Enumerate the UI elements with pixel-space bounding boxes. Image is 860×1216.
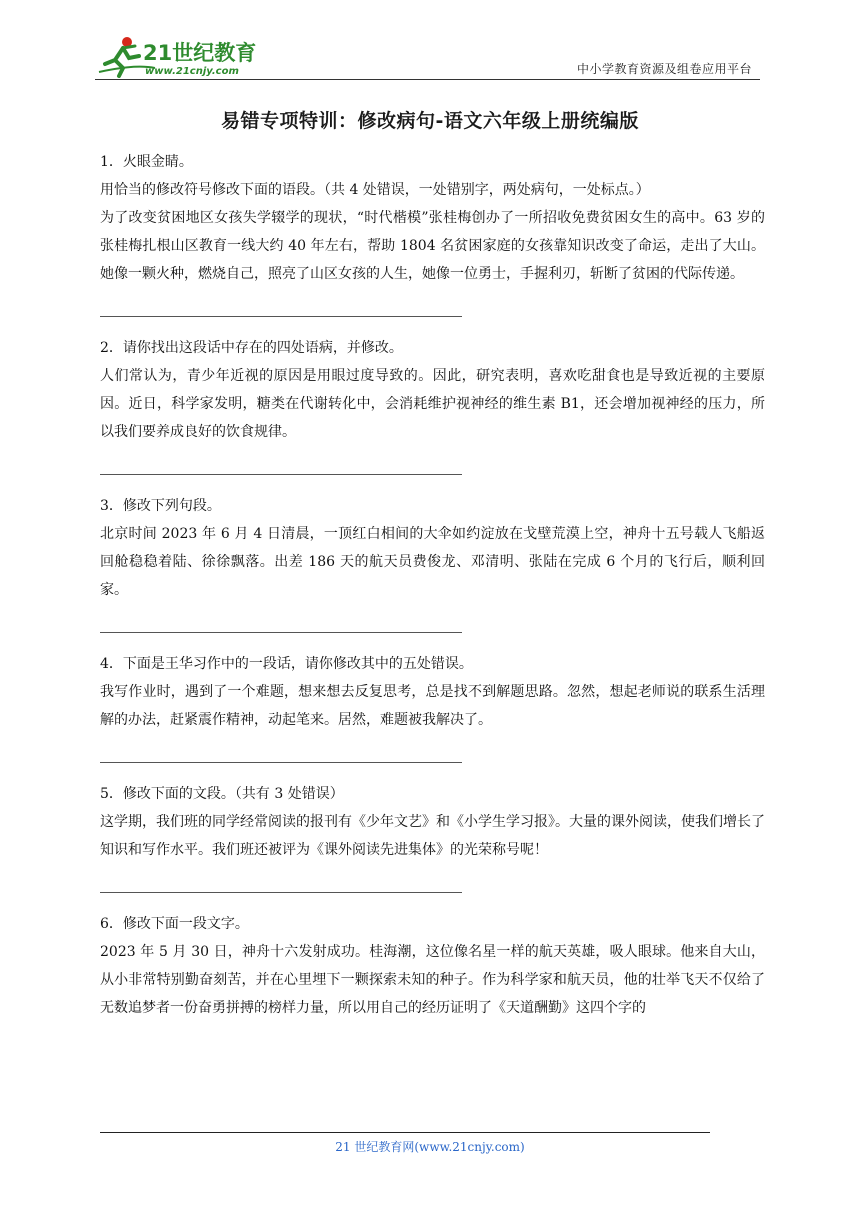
- question-block: [100, 492, 765, 633]
- answer-line[interactable]: [100, 316, 462, 317]
- footer-divider: [100, 1132, 710, 1133]
- question-block: [100, 910, 765, 1022]
- question-passage: 为了改变贫困地区女孩失学辍学的现状，“时代楷模”张桂梅创办了一所招收免费贫困女生的高中。63 岁的张桂梅扎根山区教育一线大约 40 年左右，帮助 1804 名贫困家庭的女孩靠知识改变了命运，走出了大山。她像一颗火种，燃烧自己，照亮了山区女孩的人生，她像一位勇士，手握利刃，斩断了贫困的代际传递。: [100, 210, 765, 282]
- question-passage: 北京时间 2023 年 6 月 4 日清晨，一顶红白相间的大伞如约淀放在戈壁荒漠上空，神舟十五号载人飞船返回舱稳稳着陆、徐徐飘落。出差 186 天的航天员费俊龙、邓清明、张陆在完成 6 个月的飞行后，顺利回家。: [100, 526, 765, 598]
- logo-text: 21世纪教育: [143, 41, 257, 65]
- question-passage: 我写作业时，遇到了一个难题，想来想去反复思考，总是找不到解题思路。忽然，想起老师说的联系生活理解的办法，赶紧震作精神，动起笔来。居然，难题被我解决了。: [100, 684, 765, 728]
- question-block: [100, 650, 765, 763]
- logo-url: www.21cnjy.com: [145, 66, 239, 77]
- footer-link[interactable]: 21 世纪教育网(www.21cnjy.com): [335, 1140, 525, 1154]
- question-passage: 这学期，我们班的同学经常阅读的报刊有《少年文艺》和《小学生学习报》。大量的课外阅读，使我们增长了知识和写作水平。我们班还被评为《课外阅读先进集体》的光荣称号呢！: [100, 814, 765, 858]
- site-logo[interactable]: [95, 34, 265, 78]
- question-heading: 4．下面是王华习作中的一段话，请你修改其中的五处错误。: [100, 656, 473, 672]
- question-heading: 2．请你找出这段话中存在的四处语病，并修改。: [100, 340, 403, 356]
- header-divider: [95, 79, 760, 80]
- question-passage: 人们常认为，青少年近视的原因是用眼过度导致的。因此，研究表明，喜欢吃甜食也是导致近视的主要原因。近日，科学家发明，糖类在代谢转化中，会消耗维护视神经的维生素 B1，还会增加视神经的压力，所以我们要养成良好的饮食规律。: [100, 368, 765, 440]
- answer-line[interactable]: [100, 632, 462, 633]
- question-block: [100, 334, 765, 475]
- platform-label: 中小学教育资源及组卷应用平台: [576, 62, 752, 76]
- question-block: [100, 148, 765, 317]
- question-instruction: 用恰当的修改符号修改下面的语段。（共 4 处错误，一处错别字，两处病句，一处标点。）: [100, 182, 650, 198]
- question-heading: 6．修改下面一段文字。: [100, 916, 249, 932]
- question-heading: 3．修改下列句段。: [100, 498, 221, 514]
- question-list: [100, 148, 765, 1022]
- question-heading: 5．修改下面的文段。（共有 3 处错误）: [100, 786, 344, 802]
- answer-line[interactable]: [100, 762, 462, 763]
- question-heading: 1．火眼金睛。: [100, 154, 193, 170]
- page-title: 易错专项特训：修改病句-语文六年级上册统编版: [221, 110, 639, 132]
- page-header: [95, 34, 760, 82]
- runner-logo-icon: [95, 34, 265, 78]
- question-passage: 2023 年 5 月 30 日，神舟十六发射成功。桂海潮，这位像名星一样的航天英雄，吸人眼球。他来自大山，从小非常特别勤奋刻苦，并在心里埋下一颗探索未知的种子。作为科学家和航天员，他的壮举飞天不仅给了无数追梦者一份奋勇拼搏的榜样力量，所以用自己的经历证明了《天道酬勤》这四个字的: [100, 944, 765, 1016]
- answer-line[interactable]: [100, 892, 462, 893]
- question-block: [100, 780, 765, 893]
- answer-line[interactable]: [100, 474, 462, 475]
